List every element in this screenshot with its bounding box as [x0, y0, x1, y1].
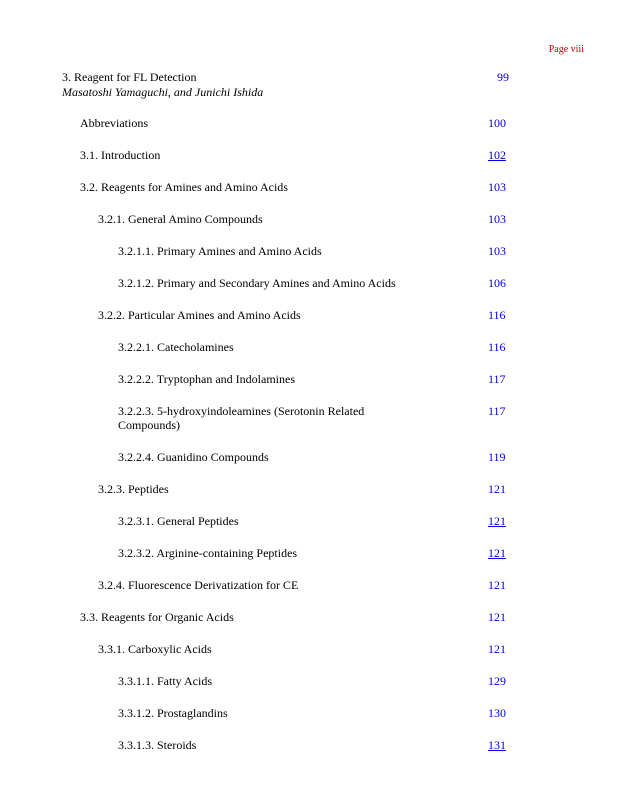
- entry-page-link[interactable]: 103: [488, 212, 506, 226]
- entry-page-link[interactable]: 116: [488, 340, 506, 354]
- entry-label: 3.2.2. Particular Amines and Amino Acids: [98, 308, 301, 322]
- entry-page-link[interactable]: 121: [488, 610, 506, 624]
- entry-page-link[interactable]: 130: [488, 706, 506, 720]
- toc-entry-carboxylic-acids: [98, 642, 458, 656]
- toc-entry-tryptophan: [118, 372, 458, 386]
- entry-label: 3.3.1.1. Fatty Acids: [118, 674, 213, 688]
- chapter-authors: Masatoshi Yamaguchi, and Junichi Ishida: [62, 85, 264, 99]
- entry-page-link[interactable]: 121: [488, 578, 506, 592]
- entry-label: 3.2.2.1. Catecholamines: [118, 340, 234, 354]
- entry-page-link[interactable]: 121: [488, 514, 506, 528]
- entry-page-link[interactable]: 129: [488, 674, 506, 688]
- entry-page-link[interactable]: 121: [488, 482, 506, 496]
- toc-entry-particular-amines: [98, 308, 458, 322]
- entry-label: Abbreviations: [80, 116, 148, 130]
- entry-label: 3.3. Reagents for Organic Acids: [80, 610, 234, 624]
- entry-page-link[interactable]: 102: [488, 148, 506, 162]
- entry-label: 3.1. Introduction: [80, 148, 161, 162]
- toc-entry-general-peptides: [118, 514, 458, 528]
- toc-entry-catecholamines: [118, 340, 458, 354]
- toc-entry-prostaglandins: [118, 706, 458, 720]
- toc-entry-abbreviations: [80, 116, 460, 130]
- toc-entry-primary-amines: [118, 244, 458, 258]
- entry-label: 3.2.4. Fluorescence Derivatization for CE: [98, 578, 299, 592]
- entry-label: 3.3.1.2. Prostaglandins: [118, 706, 228, 720]
- entry-label: 3.3.1. Carboxylic Acids: [98, 642, 212, 656]
- chapter-title: 3. Reagent for FL Detection: [62, 70, 197, 84]
- entry-label: 3.2.1. General Amino Compounds: [98, 212, 263, 226]
- chapter-page-link[interactable]: 99: [497, 70, 509, 84]
- chapter-heading: [62, 70, 522, 100]
- page-label: Page viii: [548, 44, 584, 55]
- toc-entry-introduction: [80, 148, 460, 162]
- toc-entry-serotonin: [118, 404, 393, 432]
- entry-label: 3.2.3.2. Arginine-containing Peptides: [118, 546, 298, 560]
- toc-entry-fatty-acids: [118, 674, 458, 688]
- toc-entry-secondary-amines: [118, 276, 458, 290]
- entry-label: 3.2.3.1. General Peptides: [118, 514, 239, 528]
- entry-label: 3.2.1.1. Primary Amines and Amino Acids: [118, 244, 322, 258]
- toc-entry-fluorescence-ce: [98, 578, 458, 592]
- entry-page-link[interactable]: 103: [488, 244, 506, 258]
- entry-label: 3.2.2.3. 5-hydroxyindoleamines (Serotonin Related Compounds): [118, 404, 365, 432]
- entry-page-link[interactable]: 117: [488, 404, 506, 418]
- entry-label: 3.2.2.2. Tryptophan and Indolamines: [118, 372, 295, 386]
- entry-label: 3.2.1.2. Primary and Secondary Amines and Amino Acids: [118, 276, 396, 290]
- entry-label: 3.2. Reagents for Amines and Amino Acids: [80, 180, 288, 194]
- toc-entry-arginine-peptides: [118, 546, 458, 560]
- toc-entry-steroids: [118, 738, 458, 752]
- entry-page-link[interactable]: 121: [488, 546, 506, 560]
- entry-label: 3.2.3. Peptides: [98, 482, 169, 496]
- entry-page-link[interactable]: 116: [488, 308, 506, 322]
- entry-page-link[interactable]: 121: [488, 642, 506, 656]
- toc-entry-guanidino: [118, 450, 458, 464]
- entry-page-link[interactable]: 103: [488, 180, 506, 194]
- entry-page-link[interactable]: 100: [488, 116, 506, 130]
- entry-page-link[interactable]: 106: [488, 276, 506, 290]
- toc-entry-amines: [80, 180, 460, 194]
- entry-page-link[interactable]: 119: [488, 450, 506, 464]
- entry-page-link[interactable]: 131: [488, 738, 506, 752]
- toc-entry-organic-acids: [80, 610, 460, 624]
- toc-entry-peptides: [98, 482, 458, 496]
- entry-label: 3.2.2.4. Guanidino Compounds: [118, 450, 269, 464]
- entry-label: 3.3.1.3. Steroids: [118, 738, 197, 752]
- entry-page-link[interactable]: 117: [488, 372, 506, 386]
- toc-entry-general-amino: [98, 212, 458, 226]
